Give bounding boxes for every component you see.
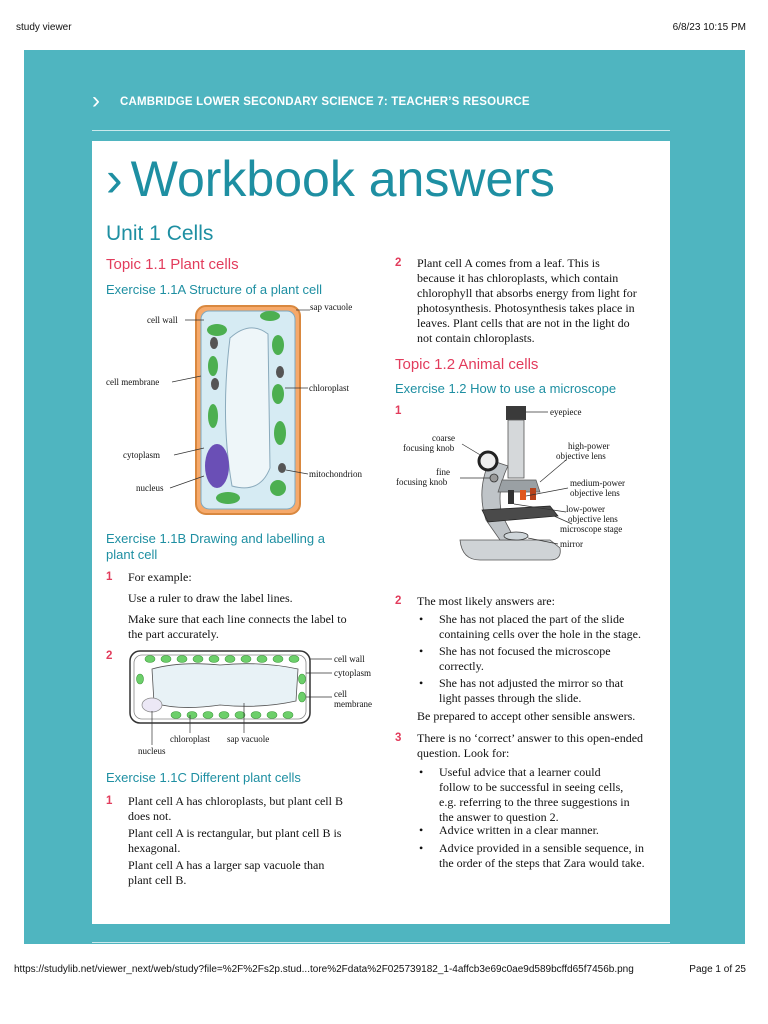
answer-number: 2: [395, 595, 402, 607]
label-objective-lens: objective lens: [568, 514, 618, 524]
bullet-text: follow to be successful in seeing cells,: [439, 780, 624, 794]
label-membrane: membrane: [334, 699, 372, 709]
label-nucleus: nucleus: [136, 483, 164, 493]
mitochondrion-shape: [210, 337, 218, 349]
plant-cell-diagram: [100, 298, 382, 520]
bullet-text: containing cells over the hole in the stage.: [439, 627, 641, 641]
label-cell-wall: cell wall: [147, 315, 178, 325]
nucleus-shape: [205, 444, 229, 488]
label-focusing-knob: focusing knob: [396, 477, 448, 487]
answer-text: plant cell B.: [128, 873, 187, 887]
label-nucleus: nucleus: [138, 746, 166, 756]
low-power-objective-shape: [508, 490, 514, 504]
label-sap-vacuole: sap vacuole: [227, 734, 270, 744]
print-header: [0, 0, 768, 50]
answer-text: Plant cell A has chloroplasts, but plant cell B: [128, 794, 343, 808]
answer-text: the part accurately.: [128, 627, 219, 641]
answer-number: 2: [106, 650, 113, 662]
answer-text: Plant cell A has a larger sap vacuole than: [128, 858, 325, 872]
answer-number: 2: [395, 257, 402, 269]
nucleus-shape: [142, 698, 162, 712]
mirror-shape: [504, 532, 528, 540]
answer-text: because it has chloroplasts, which contain: [417, 271, 619, 285]
topic-heading: Topic 1.2 Animal cells: [395, 356, 539, 373]
exercise-heading: Exercise 1.1A Structure of a plant cell: [106, 282, 323, 297]
label-chloroplast: chloroplast: [309, 383, 349, 393]
chloroplast-shape: [207, 324, 227, 336]
answer-text: leaves. Plant cells that are not in the light do: [417, 316, 630, 330]
bullet-text: Advice provided in a sensible sequence, in: [439, 841, 644, 855]
divider: [92, 130, 670, 131]
bullet-item: [419, 841, 645, 871]
exercise-heading: Exercise 1.1C Different plant cells: [106, 770, 301, 785]
label-objective-lens: objective lens: [570, 488, 620, 498]
divider: [92, 942, 670, 943]
bullet-text: light passes through the slide.: [439, 691, 582, 705]
answer-text: Make sure that each line connects the label to: [128, 612, 347, 626]
title-text: Workbook answers: [130, 151, 555, 207]
exercise-heading: Exercise 1.2 How to use a microscope: [395, 381, 617, 396]
page-url: https://studylib.net/viewer_next/web/study?file=%2F%2Fs2p.stud...tore%2Fdata%2F025739182_1-4affcb3e69c0ae9d589bcffd65f7456b.png: [14, 964, 634, 975]
drawn-cell-diagram: [120, 645, 385, 757]
answer-text: Use a ruler to draw the label lines.: [128, 591, 293, 605]
answer-number: 1: [395, 405, 402, 417]
bullet-icon: •: [419, 612, 424, 626]
print-datetime: 6/8/23 10:15 PM: [672, 22, 746, 33]
label-fine: fine: [436, 467, 450, 477]
answer-text: does not.: [128, 809, 172, 823]
mitochondrion-shape: [278, 463, 286, 473]
chloroplast-shape: [216, 492, 240, 504]
answer-text: The most likely answers are:: [417, 594, 555, 608]
bullet-text: Advice written in a clear manner.: [439, 823, 599, 837]
coarse-knob-shape: [479, 452, 497, 470]
bullet-text: Useful advice that a learner could: [439, 765, 601, 779]
bullet-text: She has not focused the microscope: [439, 644, 611, 658]
chevron-icon: ›: [92, 87, 101, 114]
topic-heading: Topic 1.1 Plant cells: [106, 256, 239, 273]
answer-number: 3: [395, 732, 402, 744]
answer-text: There is no ‘correct’ answer to this open-ended: [417, 731, 644, 745]
answer-text: Be prepared to accept other sensible answers.: [417, 709, 636, 723]
bullet-icon: •: [419, 676, 424, 690]
label-cell-membrane: cell membrane: [106, 377, 160, 387]
answer-text: chlorophyll that absorbs energy from light for: [417, 286, 637, 300]
label-chloroplast: chloroplast: [170, 734, 210, 744]
label-eyepiece: eyepiece: [550, 407, 582, 417]
running-head: [92, 87, 530, 114]
chevron-icon: ›: [106, 151, 123, 207]
chloroplast-shape: [208, 404, 218, 428]
label-cytoplasm: cytoplasm: [123, 450, 160, 460]
label-low-power: low-power: [566, 504, 605, 514]
bullet-item: [419, 765, 630, 825]
answer-text: photosynthesis. Photosynthesis takes place in: [417, 301, 635, 315]
bullet-icon: •: [419, 841, 424, 855]
answer-number: 1: [106, 795, 113, 807]
bullet-text: correctly.: [439, 659, 484, 673]
bullet-icon: •: [419, 765, 424, 779]
bullet-text: the answer to question 2.: [439, 810, 559, 824]
sap-vacuole-shape: [225, 328, 270, 488]
bullet-item: [419, 612, 641, 642]
label-cell-wall: cell wall: [334, 654, 365, 664]
bullet-icon: •: [419, 644, 424, 658]
chloroplast-shape: [272, 384, 284, 404]
label-coarse: coarse: [432, 433, 455, 443]
page-counter: Page 1 of 25: [689, 964, 746, 975]
label-high-power: high-power: [568, 441, 610, 451]
label-sap-vacuole: sap vacuole: [310, 302, 353, 312]
answer-text: not contain chloroplasts.: [417, 331, 535, 345]
mitochondrion-shape: [276, 366, 284, 378]
label-focusing-knob: focusing knob: [403, 443, 455, 453]
bullet-text: e.g. referring to the three suggestions in: [439, 795, 630, 809]
bullet-item: [419, 823, 599, 838]
bullet-text: She has not placed the part of the slide: [439, 612, 625, 626]
bullet-text: She has not adjusted the mirror so that: [439, 676, 624, 690]
unit-heading: Unit 1 Cells: [106, 222, 214, 245]
chloroplast-shape: [274, 421, 286, 445]
bullet-item: [419, 644, 611, 674]
bullet-text: the order of the steps that Zara would take.: [439, 856, 645, 870]
chloroplast-shape: [272, 335, 284, 355]
bullet-icon: •: [419, 823, 424, 837]
eyepiece-shape: [506, 406, 526, 420]
label-mitochondrion: mitochondrion: [309, 469, 362, 479]
sap-vacuole-shape: [152, 664, 298, 708]
viewer-title: study viewer: [16, 22, 72, 33]
exercise-heading: Exercise 1.1B Drawing and labelling a: [106, 531, 325, 546]
label-medium-power: medium-power: [570, 478, 625, 488]
label-objective-lens: objective lens: [556, 451, 606, 461]
exercise-heading-cont: plant cell: [106, 547, 158, 562]
microscope-diagram: [390, 400, 665, 565]
answer-text: hexagonal.: [128, 841, 181, 855]
answer-text: Plant cell A is rectangular, but plant cell B is: [128, 826, 342, 840]
answer-text: Plant cell A comes from a leaf. This is: [417, 256, 600, 270]
medium-power-objective-shape: [520, 490, 526, 500]
answer-number: 1: [106, 571, 113, 583]
label-cell: cell: [334, 689, 347, 699]
page-title: [106, 150, 555, 208]
chloroplast-shape: [260, 311, 280, 321]
body-tube-shape: [508, 420, 524, 478]
running-head-text: CAMBRIDGE LOWER SECONDARY SCIENCE 7: TEACHER’S RESOURCE: [120, 96, 530, 108]
label-cytoplasm: cytoplasm: [334, 668, 371, 678]
label-microscope-stage: microscope stage: [560, 524, 623, 534]
mitochondrion-shape: [211, 378, 219, 390]
label-mirror: mirror: [560, 539, 583, 549]
chloroplast-shape: [208, 356, 218, 376]
fine-knob-shape: [490, 474, 498, 482]
answer-text: For example:: [128, 570, 192, 584]
bullet-item: [419, 676, 624, 706]
chloroplast-shape: [270, 480, 286, 496]
answer-text: question. Look for:: [417, 746, 510, 760]
base-shape: [460, 540, 560, 560]
